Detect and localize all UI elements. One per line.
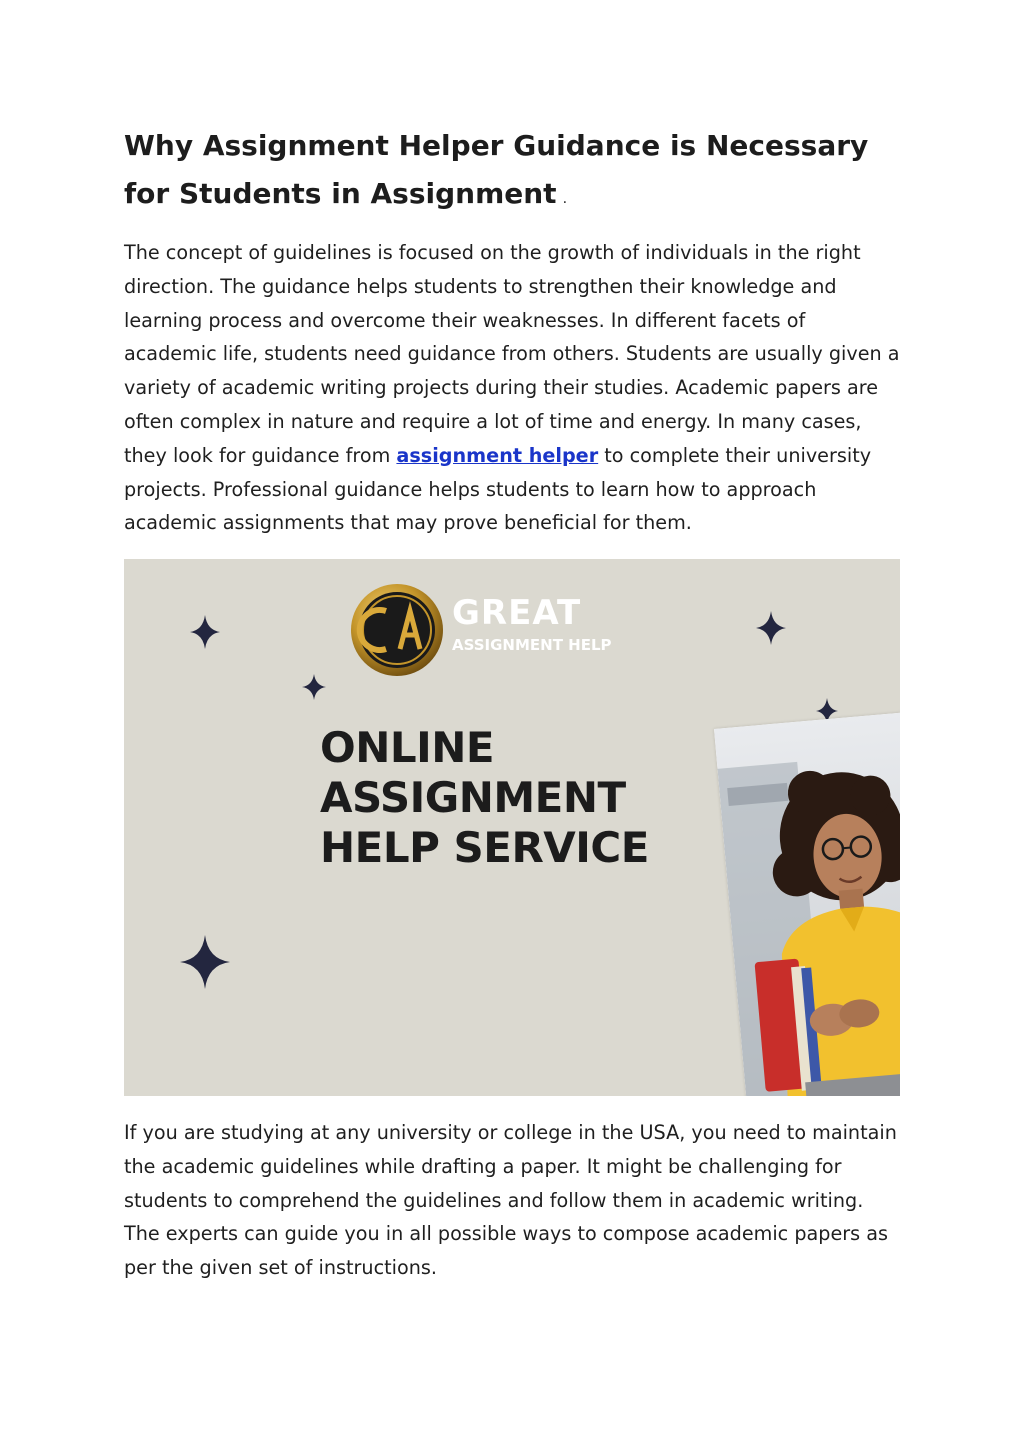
student-illustration: [714, 708, 900, 1096]
headline-line: HELP SERVICE: [320, 823, 649, 872]
headline-line: ONLINE: [320, 723, 495, 772]
sparkle-star-icon: [180, 935, 230, 989]
brand-tagline: ASSIGNMENT HELP: [452, 636, 612, 654]
guidelines-paragraph: If you are studying at any university or college in the USA, you need to maintain the academic guidelines while drafting a paper. It might be challenging for students to comprehend the guidelines and follow them in academic writing. The experts can guide you in all possible ways to compose academic papers as per the given set of instructions.: [124, 1121, 897, 1280]
ga-logo-icon: [350, 583, 444, 677]
page-title: [124, 122, 904, 223]
banner-headline: [320, 723, 660, 873]
brand-wordmark: [452, 593, 612, 655]
intro-text-after-link: to complete their university projects. Professional guidance helps students to learn how to approach academic assignments that may prove beneficial for them.: [124, 443, 872, 535]
sparkle-star-icon: [756, 611, 786, 645]
intro-paragraph: [124, 236, 900, 540]
headline-line: ASSIGNMENT: [320, 773, 626, 822]
assignment-helper-link[interactable]: assignment helper: [396, 443, 599, 467]
promo-banner-image: [124, 559, 900, 1096]
intro-text-before-link: The concept of guidelines is focused on the growth of individuals in the right direction. The guidance helps students to strengthen their knowledge and learning process and overcome their weaknesses. In different facets of academic life, students need guidance from others. Students are usually given a variety of academic writing projects during their studies. Academic papers are often complex in nature and require a lot of time and energy. In many cases, they look for guidance from: [124, 241, 900, 467]
page-title-text: Why Assignment Helper Guidance is Necessary for Students in Assignment: [124, 129, 869, 210]
brand-name: GREAT: [452, 593, 582, 633]
sparkle-star-icon: [302, 674, 326, 700]
student-photo: [714, 708, 900, 1096]
title-trailing-mark: .: [562, 191, 568, 207]
sparkle-star-icon: [190, 615, 220, 649]
